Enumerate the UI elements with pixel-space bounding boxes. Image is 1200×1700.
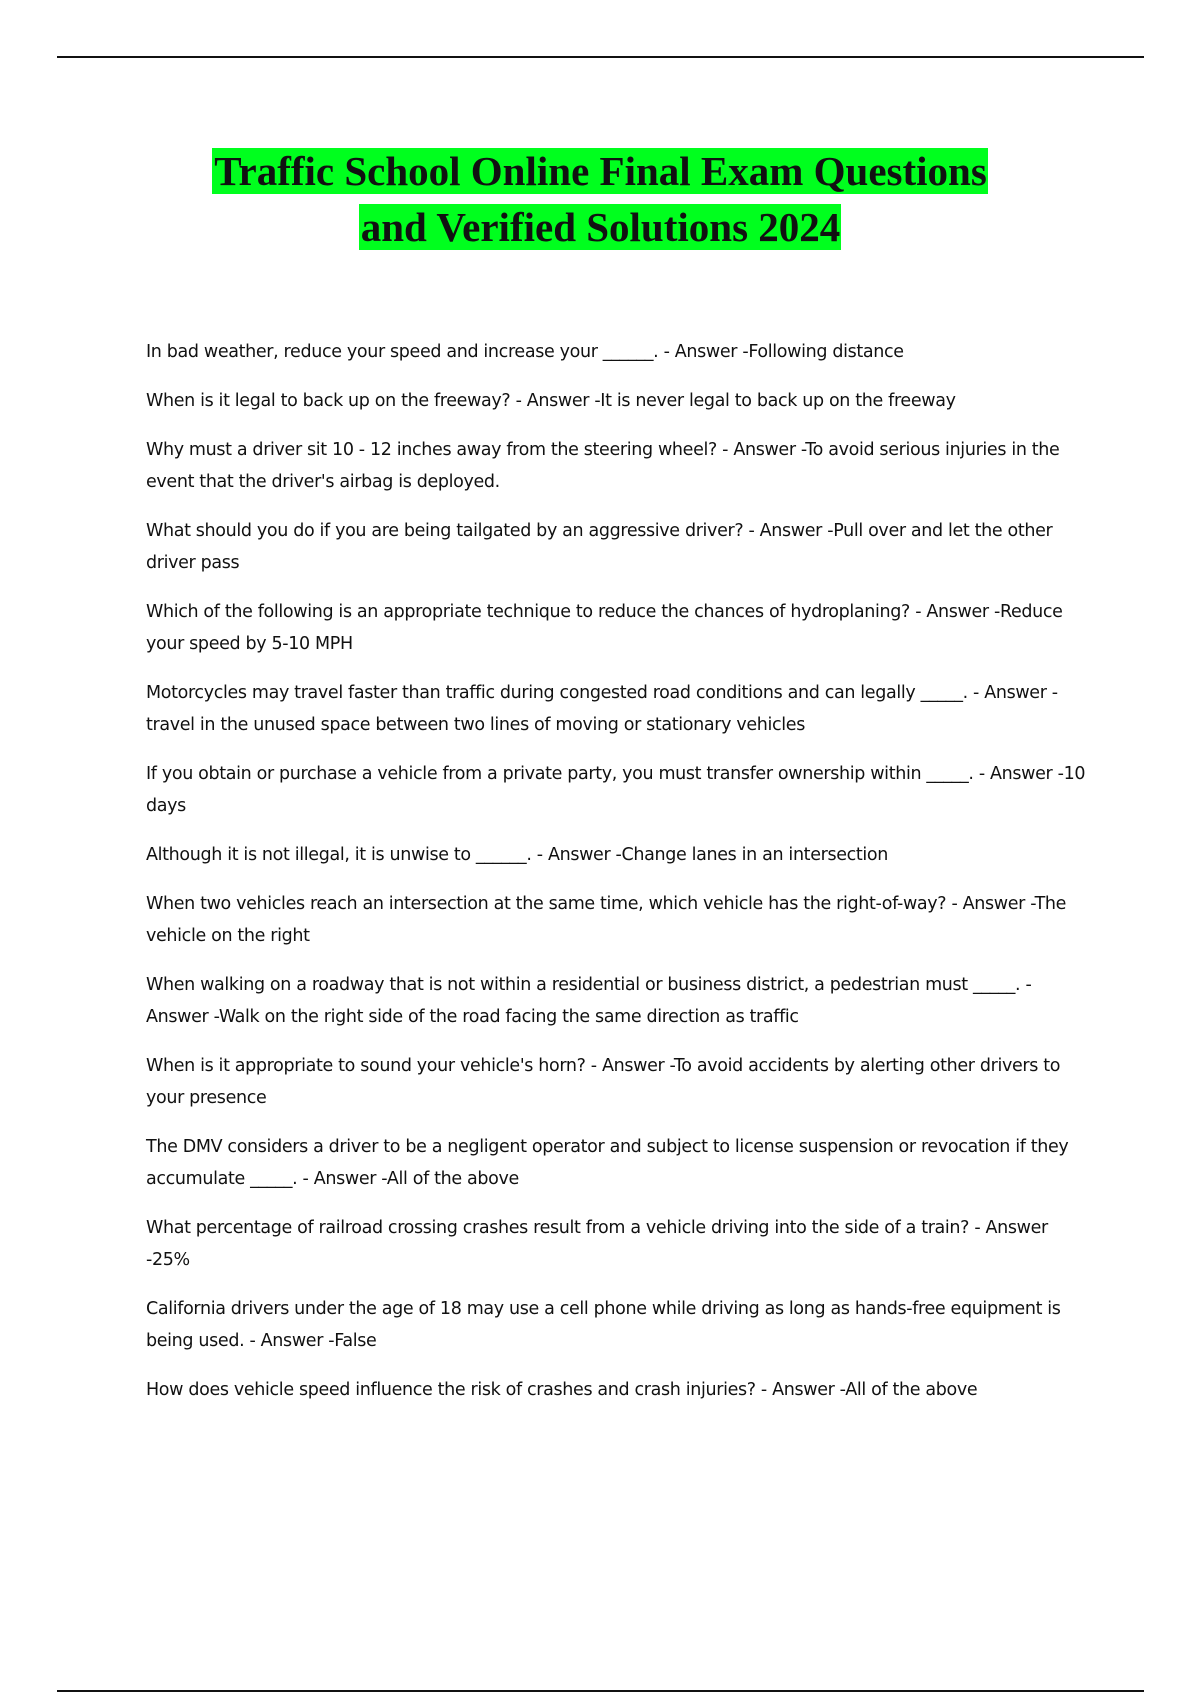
qa-item <box>146 888 1086 952</box>
question-text: When is it legal to back up on the freeway? <box>146 391 511 411</box>
answer-text: 25% <box>151 1250 190 1270</box>
answer-separator: - Answer - <box>967 683 1058 703</box>
qa-item <box>146 1050 1086 1114</box>
answer-separator: - Answer - <box>297 1169 387 1189</box>
question-text: The DMV considers a driver to be a negligent operator and subject to license suspension or revocation if they accumulate _____. <box>146 1137 1069 1189</box>
answer-text: To avoid accidents by alerting other drivers to your presence <box>146 1056 1061 1108</box>
answer-text: 10 days <box>146 764 1086 816</box>
question-text: Motorcycles may travel faster than traffic during congested road conditions and can legally _____. <box>146 683 968 703</box>
question-answer-list <box>146 336 1086 1423</box>
answer-separator: - Answer - <box>658 342 749 362</box>
answer-separator: - Answer - <box>146 1218 1048 1270</box>
answer-text: All of the above <box>845 1380 978 1400</box>
title-line-2-text: and Verified Solutions 2024 <box>360 204 841 250</box>
answer-separator: - Answer - <box>585 1056 674 1076</box>
question-text: When is it appropriate to sound your vehicle's horn? <box>146 1056 586 1076</box>
question-text: In bad weather, reduce your speed and increase your ______. <box>146 342 659 362</box>
qa-item <box>146 1293 1086 1357</box>
question-text: Although it is not illegal, it is unwise to ______. <box>146 845 532 865</box>
answer-separator: - Answer - <box>244 1331 335 1351</box>
footer-rule <box>57 1690 1144 1692</box>
qa-item <box>146 969 1086 1033</box>
question-text: Which of the following is an appropriate technique to reduce the chances of hydroplaning? <box>146 602 910 622</box>
answer-separator: - Answer - <box>146 975 1032 1027</box>
answer-text: The vehicle on the right <box>146 894 1067 946</box>
title-line-1 <box>0 143 1200 199</box>
question-text: When two vehicles reach an intersection at the same time, which vehicle has the right-of-way? <box>146 894 947 914</box>
answer-text: Reduce your speed by 5-10 MPH <box>146 602 1063 654</box>
question-text: How does vehicle speed influence the risk of crashes and crash injuries? <box>146 1380 756 1400</box>
answer-text: travel in the unused space between two lines of moving or stationary vehicles <box>146 715 805 735</box>
answer-text: False <box>334 1331 377 1351</box>
question-text: What percentage of railroad crossing crashes result from a vehicle driving into the side of a train? <box>146 1218 970 1238</box>
question-text: If you obtain or purchase a vehicle from a private party, you must transfer ownership within _____. <box>146 764 974 784</box>
question-text: When walking on a roadway that is not within a residential or business district, a pedestrian must _____. <box>146 975 1021 995</box>
qa-item <box>146 385 1086 417</box>
qa-item <box>146 434 1086 498</box>
document-title <box>0 143 1200 255</box>
answer-text: Pull over and let the other driver pass <box>146 521 1053 573</box>
qa-item <box>146 839 1086 871</box>
qa-item <box>146 515 1086 579</box>
title-line-2 <box>0 199 1200 255</box>
qa-item <box>146 336 1086 368</box>
qa-item <box>146 1212 1086 1276</box>
answer-text: Walk on the right side of the road facing the same direction as traffic <box>218 1007 799 1027</box>
qa-item <box>146 758 1086 822</box>
answer-text: Change lanes in an intersection <box>621 845 889 865</box>
answer-text: Following distance <box>748 342 904 362</box>
answer-separator: - Answer - <box>755 1380 846 1400</box>
header-rule <box>57 56 1144 58</box>
qa-item <box>146 1131 1086 1195</box>
question-text: What should you do if you are being tailgated by an aggressive driver? <box>146 521 744 541</box>
answer-separator: - Answer - <box>743 521 834 541</box>
answer-separator: - Answer - <box>910 602 1000 622</box>
answer-separator: - Answer - <box>531 845 622 865</box>
answer-text: All of the above <box>386 1169 519 1189</box>
title-line-1-text: Traffic School Online Final Exam Questions <box>214 148 987 194</box>
qa-item <box>146 596 1086 660</box>
answer-text: To avoid serious injuries in the event that the driver's airbag is deployed. <box>146 440 1060 492</box>
question-text: Why must a driver sit 10 - 12 inches away from the steering wheel? <box>146 440 717 460</box>
qa-item <box>146 677 1086 741</box>
answer-separator: - Answer - <box>716 440 806 460</box>
answer-separator: - Answer - <box>946 894 1035 914</box>
answer-separator: - Answer - <box>510 391 601 411</box>
qa-item <box>146 1374 1086 1406</box>
answer-separator: - Answer - <box>973 764 1064 784</box>
answer-text: It is never legal to back up on the freeway <box>600 391 956 411</box>
question-text: California drivers under the age of 18 may use a cell phone while driving as long as hands-free equipment is being used. <box>146 1299 1061 1351</box>
